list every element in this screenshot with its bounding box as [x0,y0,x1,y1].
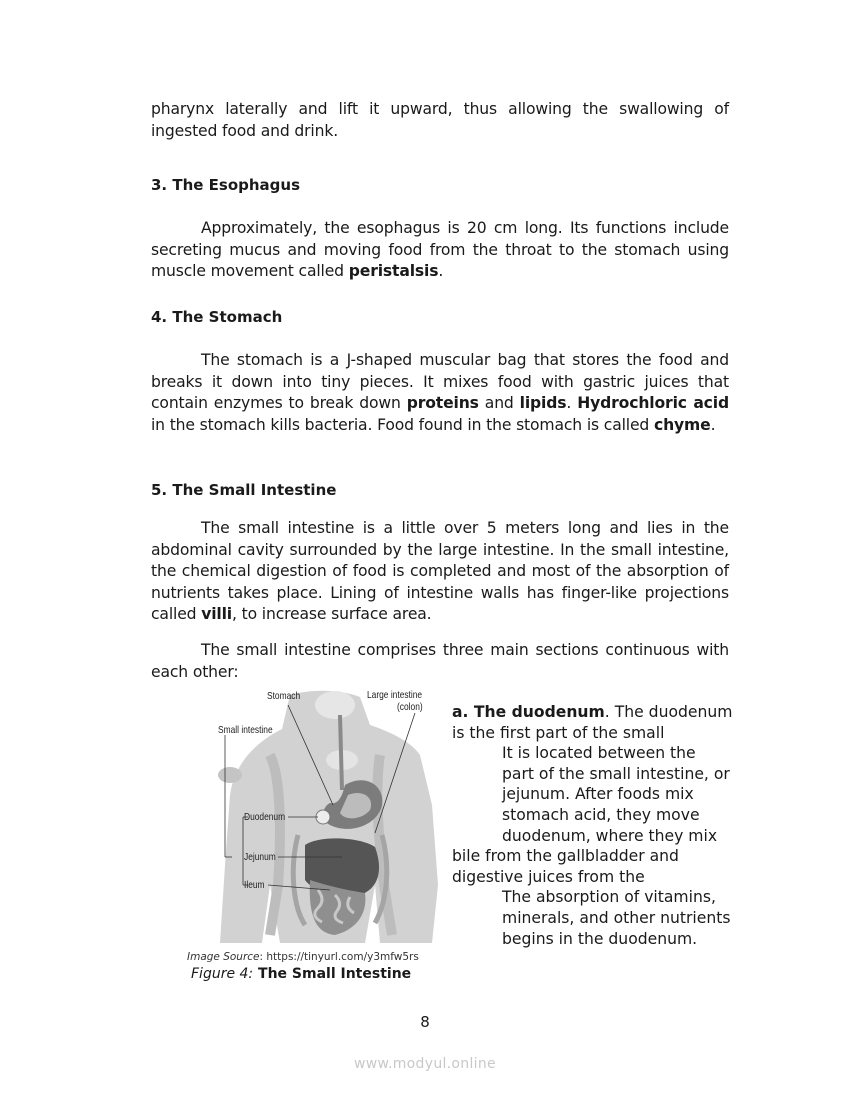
figure-caption [191,966,411,982]
intro-text: pharynx laterally and lift it upward, thus allowing the swallowing of ingested food and drink. [151,100,729,140]
duodenum-line: part of the small intestine, or [502,764,730,783]
label-ileum: Ileum [244,879,265,891]
duodenum-section [452,702,742,949]
duodenum-line [452,702,742,723]
figure-title: The Small Intestine [253,966,412,982]
duodenum-line: The absorption of vitamins, [502,888,716,907]
image-source-label: Image Source [187,951,260,963]
label-duodenum: Duodenum [244,811,286,823]
term-hydrochloric-acid: Hydrochloric acid [577,394,729,412]
duodenum-line: stomach acid, they move [502,805,700,824]
term-proteins: proteins [406,394,479,412]
punct: . [438,262,444,280]
image-source [187,951,419,963]
duodenum-line: is the first part of the small [452,723,665,742]
duodenum-line: digestive juices from the [452,867,645,886]
punct: . [710,415,716,434]
small-intestine-text: The small intestine comprises three main sections continuous with each other: [151,641,729,681]
heading-small-intestine: 5. The Small Intestine [151,481,337,499]
term-chyme: chyme [653,415,711,434]
stomach-text: in the stomach kills bacteria. Food found in the stomach is called [151,415,654,434]
stomach-text: . [566,394,578,412]
watermark: www.modyul.online [354,1056,496,1072]
esophagus-paragraph [151,218,729,283]
stomach-text: The stomach is a J-shaped muscular bag that stores the food and breaks it down into tiny pieces. It mixes food with gastric juices that contain enzymes to break down [151,351,729,412]
duodenum-line: It is located between the [502,744,696,763]
term-villi: villi [201,605,232,623]
label-colon: (colon) [397,701,423,713]
heading-esophagus: 3. The Esophagus [151,176,301,194]
digestive-system-illustration [170,685,440,943]
small-intestine-figure [170,685,440,943]
small-intestine-paragraph-2 [151,640,729,683]
term-lipids: lipids [519,394,567,412]
label-small-intestine: Small intestine [218,724,273,736]
duodenum-text: . The duodenum [604,703,733,721]
duodenum-line: duodenum, where they mix [502,826,718,845]
page-number: 8 [420,1013,430,1031]
label-stomach: Stomach [267,690,301,702]
duodenum-line: bile from the gallbladder and [452,847,679,866]
intro-paragraph [151,99,729,142]
term-peristalsis: peristalsis [348,262,439,280]
heading-stomach: 4. The Stomach [151,308,283,326]
small-intestine-text: , to increase surface area. [232,605,432,623]
term-duodenum: a. The duodenum [452,703,605,721]
esophagus-text: Approximately, the esophagus is 20 cm long. Its functions include secreting mucus and moving food from the throat to the stomach using muscle movement called [151,219,729,280]
small-intestine-paragraph-1 [151,518,729,626]
small-intestine-text: The small intestine is a little over 5 meters long and lies in the abdominal cavity surrounded by the large intestine. In the small intestine, the chemical digestion of food is completed and most of the absorption of nutrients takes place. Lining of intestine walls has finger-like projections called [151,519,729,623]
stomach-text: and [478,394,520,412]
duodenum-line: begins in the duodenum. [502,929,698,948]
figure-number: Figure 4: [191,966,254,982]
duodenum-line: jejunum. After foods mix [502,785,694,804]
image-source-url: : https://tinyurl.com/y3mfw5rs [259,951,419,963]
label-large-intestine: Large intestine [367,689,423,701]
duodenum-line: minerals, and other nutrients [502,908,731,927]
label-jejunum: Jejunum [244,851,276,863]
stomach-paragraph [151,350,729,436]
